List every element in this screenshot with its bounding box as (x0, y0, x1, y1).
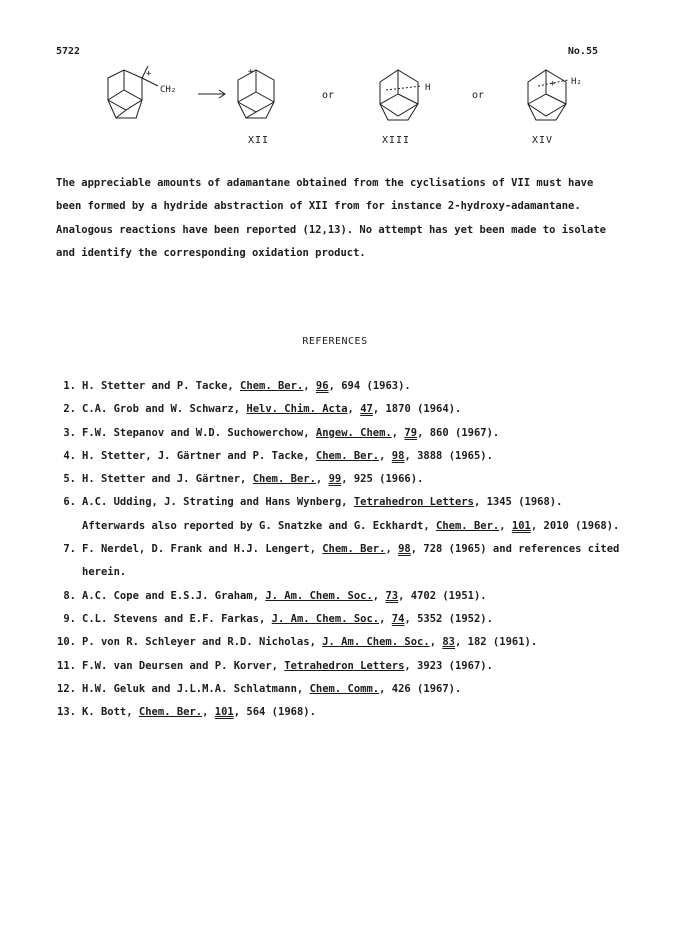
reference-pages: , 694 (1963). (328, 380, 411, 392)
cation-charge-3: + (550, 79, 556, 89)
reference-volume: 74 (391, 612, 405, 625)
reference-item (0, 585, 622, 608)
reference-item (0, 491, 622, 538)
reference-journal: Chem. Comm. (309, 682, 380, 695)
reference-item (0, 631, 622, 654)
reference-number: 11. (57, 659, 76, 672)
reference-separator: , (303, 380, 316, 392)
reference-authors: F. Nerdel, D. Frank and H.J. Lengert, (82, 543, 323, 556)
molecule-xiii (380, 70, 422, 120)
body-paragraph: The appreciable amounts of adamantane obtained from the cyclisations of VII must have been formed by a hydride abstraction of XII from for instance 2-hydroxy-adamantane. Analogous reactions have been reported (12,13). No attempt has yet been made to isolate and identify the corresponding oxidation product. (56, 177, 606, 259)
reference-separator: , (429, 636, 443, 649)
reference-separator: , (372, 589, 386, 602)
journal-issue: No.55 (567, 46, 598, 57)
or-connector-1: or (322, 90, 335, 101)
reference-item (0, 422, 622, 445)
reference-journal: Chem. Ber. (138, 706, 203, 719)
reference-pages: , 426 (1967). (379, 682, 462, 695)
page-number: 5722 (56, 46, 81, 57)
molecule-xiv (528, 70, 568, 120)
reference-number: 2. (63, 403, 76, 416)
reference-volume: 98 (391, 449, 405, 462)
reference-journal: J. Am. Chem. Soc. (265, 589, 373, 602)
ch2-label: CH₂ (160, 85, 177, 95)
reference-number: 3. (63, 426, 76, 439)
reference-journal: Tetrahedron Letters (284, 659, 405, 672)
reference-journal-2: Chem. Ber. (436, 519, 500, 532)
h2-label: H₂ (571, 77, 582, 87)
reference-journal: Tetrahedron Letters (353, 496, 474, 509)
reference-authors: H. Stetter and P. Tacke, (82, 380, 241, 392)
reference-volume-2: 101 (511, 519, 531, 532)
reference-pages: , 1345 (1968). Afterwards also reported by G. Snatzke and G. Eckhardt, (82, 496, 563, 532)
reference-pages: , 3923 (1967). (404, 659, 493, 672)
reference-separator: , (385, 543, 399, 556)
label-xii: XII (248, 135, 270, 146)
reference-pages: , 860 (1967). (417, 426, 500, 439)
reference-item (0, 608, 622, 631)
reference-item (0, 655, 622, 678)
reference-volume: 73 (385, 589, 399, 602)
reference-authors: A.C. Udding, J. Strating and Hans Wynberg, (82, 496, 354, 509)
reference-authors: C.L. Stevens and E.F. Farkas, (82, 612, 272, 625)
reference-item (0, 375, 622, 398)
reference-authors: H.W. Geluk and J.L.M.A. Schlatmann, (82, 682, 310, 695)
reference-separator: , (379, 449, 392, 462)
reference-authors: K. Bott, (82, 706, 139, 719)
reference-authors: F.W. Stepanov and W.D. Suchowerchow, (82, 426, 316, 439)
reference-journal: Chem. Ber. (252, 473, 316, 486)
h-label: H (425, 83, 431, 93)
reference-separator: , (202, 706, 215, 719)
molecule-xii (238, 70, 274, 118)
reference-journal: Chem. Ber. (240, 380, 304, 392)
reference-separator: , (347, 403, 361, 416)
references-list (0, 375, 680, 724)
reference-pages: , 728 (1965) and references cited herein. (82, 543, 620, 579)
reference-separator: , (379, 612, 392, 625)
reference-authors: H. Stetter and J. Gärtner, (82, 473, 253, 486)
reference-authors: P. von R. Schleyer and R.D. Nicholas, (82, 636, 323, 649)
label-xiii: XIII (382, 135, 411, 146)
cation-charge-2: + (248, 67, 254, 77)
label-xiv: XIV (532, 135, 554, 146)
reference-number: 13. (57, 706, 76, 719)
reference-number: 9. (63, 612, 76, 625)
reference-pages: , 5352 (1952). (404, 612, 493, 625)
reference-authors: C.A. Grob and W. Schwarz, (82, 403, 247, 416)
reference-journal: Angew. Chem. (315, 426, 392, 439)
reference-number: 12. (57, 682, 76, 695)
reference-number: 7. (63, 543, 76, 556)
reference-separator-2: , (499, 519, 512, 532)
reference-volume: 99 (328, 473, 342, 486)
reference-authors: A.C. Cope and E.S.J. Graham, (82, 589, 266, 602)
reference-number: 10. (57, 636, 76, 649)
or-connector-2: or (472, 90, 485, 101)
reference-authors: H. Stetter, J. Gärtner and P. Tacke, (82, 449, 316, 462)
reference-pages: , 1870 (1964). (372, 403, 462, 416)
reference-volume: 79 (404, 426, 418, 439)
reference-item (0, 468, 622, 491)
reference-volume: 101 (214, 706, 234, 719)
reference-number: 6. (63, 496, 76, 509)
reference-journal: Helv. Chim. Acta (246, 403, 348, 416)
reference-volume: 96 (315, 380, 329, 392)
reaction-scheme (100, 60, 620, 155)
reference-pages: , 182 (1961). (455, 636, 538, 649)
reference-item (0, 445, 622, 468)
reference-pages: , 3888 (1965). (404, 449, 493, 462)
reference-journal: Chem. Ber. (322, 543, 386, 556)
reference-separator: , (391, 426, 405, 439)
reference-pages-2: , 2010 (1968). (530, 519, 620, 532)
reference-journal: J. Am. Chem. Soc. (271, 612, 380, 625)
reference-number: 5. (63, 473, 76, 486)
reference-volume: 98 (398, 543, 411, 556)
reference-number: 1. (63, 380, 76, 392)
reference-number: 8. (63, 589, 76, 602)
reference-journal: J. Am. Chem. Soc. (322, 636, 430, 649)
reference-volume: 47 (360, 403, 373, 416)
reference-item (0, 678, 622, 701)
reference-journal: Chem. Ber. (315, 449, 380, 462)
reference-pages: , 925 (1966). (341, 473, 424, 486)
reference-item (0, 701, 622, 724)
reaction-arrow (198, 90, 225, 98)
reference-item (0, 538, 622, 585)
reference-pages: , 4702 (1951). (398, 589, 487, 602)
reference-separator: , (315, 473, 329, 486)
reference-pages: , 564 (1968). (233, 706, 316, 719)
cation-charge-1: + (146, 69, 152, 79)
references-title: REFERENCES (302, 336, 368, 347)
reference-item (0, 398, 622, 421)
reference-volume: 83 (442, 636, 455, 649)
reference-authors: F.W. van Deursen and P. Korver, (82, 659, 285, 672)
reference-number: 4. (63, 449, 76, 462)
